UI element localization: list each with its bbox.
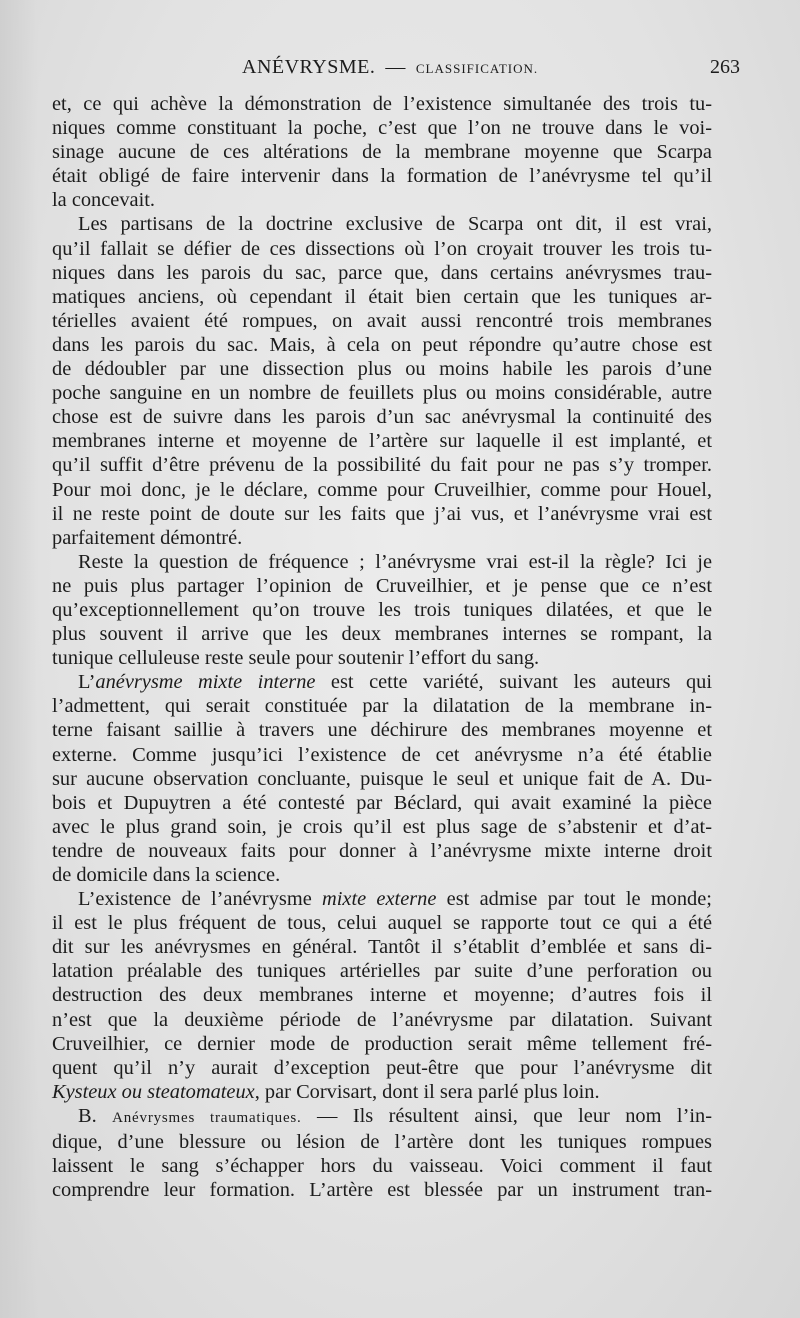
text-line: et, ce qui achève la démonstration de l’existence simultanée des trois tu- [52, 93, 712, 115]
paragraph-1 [52, 92, 712, 212]
italic-term: Kysteux ou steatomateux [52, 1080, 255, 1103]
text-line [52, 1104, 712, 1130]
text-line: tendre de nouveaux faits pour donner à l’anévrysme mixte interne droit [52, 839, 712, 862]
text-line: la concevait. [52, 189, 156, 212]
text-line: de domicile dans la science. [52, 864, 281, 886]
header-title: ANÉVRYSME. [242, 56, 376, 78]
text-line: il est le plus fréquent de tous, celui auquel se rapporte tout ce qui a été [52, 912, 712, 935]
text-line: destruction des deux membranes interne et moyenne; d’autres fois il [52, 984, 712, 1007]
text-line: bois et Dupuytren a été contesté par Béclard, qui avait examiné la pièce [52, 791, 712, 814]
text-line: plus souvent il arrive que les deux membranes internes se rompant, la [52, 623, 712, 646]
text-line: sinage aucune de ces altérations de la membrane moyenne que Scarpa [52, 141, 712, 164]
paragraph-5 [52, 887, 712, 1104]
text-line: Reste la question de fréquence ; l’anévrysme vrai est-il la règle? Ici je [78, 550, 712, 573]
text-run: — Ils résultent ainsi, que leur nom l’in- [301, 1104, 713, 1127]
header-separator: — [385, 56, 406, 78]
italic-term: mixte externe [322, 888, 437, 911]
text-run: est cette variété, suivant les auteurs qui [315, 671, 713, 694]
page-gutter-shadow [0, 0, 38, 1318]
page-number: 263 [710, 56, 740, 78]
paragraph-4 [52, 670, 712, 887]
paragraph-3 [52, 550, 712, 670]
text-line: comprendre leur formation. L’artère est blessée par un instrument tran- [52, 1179, 712, 1202]
section-heading-smallcaps: Anévrysmes traumatiques. [112, 1109, 302, 1126]
text-line: membranes interne et moyenne de l’artère sur laquelle il est implanté, et [52, 430, 712, 453]
text-line: niques comme constituant la poche, c’est que l’on ne trouve dans le voi- [52, 117, 712, 140]
text-line: dans les parois du sac. Mais, à cela on peut répondre qu’autre chose est [52, 333, 712, 356]
text-line: dit sur les anévrysmes en général. Tantôt il s’établit d’emblée et sans di- [52, 936, 712, 959]
text-line: externe. Comme jusqu’ici l’existence de cet anévrysme n’a été établie [52, 743, 712, 766]
text-line: Les partisans de la doctrine exclusive de Scarpa ont dit, il est vrai, [78, 213, 712, 236]
text-line [52, 1080, 712, 1104]
text-line: térielles avaient été rompues, on avait aussi rencontré trois membranes [52, 309, 712, 332]
text-line: qu’exceptionnellement qu’on trouve les trois tuniques dilatées, et que le [52, 598, 712, 621]
text-line: matiques anciens, où cependant il était bien certain que les tuniques ar- [52, 285, 712, 308]
text-line: sur aucune observation concluante, puisque le seul et unique fait de A. Du- [52, 767, 712, 790]
text-run: L’existence de l’anévrysme [78, 888, 323, 911]
text-run: L’ [78, 671, 96, 694]
text-line: laissent le sang s’échapper hors du vaisseau. Voici comment il faut [52, 1155, 712, 1178]
text-line: qu’il suffit d’être prévenu de la possibilité du fait pour ne pas s’y tromper. [52, 454, 712, 477]
text-line: dique, d’une blessure ou lésion de l’artère dont les tuniques rompues [52, 1131, 712, 1154]
text-line: latation préalable des tuniques artérielles par suite d’une perforation ou [52, 960, 712, 983]
text-line: tunique celluleuse reste seule pour soutenir l’effort du sang. [52, 647, 540, 670]
text-line: niques dans les parois du sac, parce que, dans certains anévrysmes trau- [52, 261, 712, 284]
paragraph-2 [52, 212, 712, 549]
text-line: était obligé de faire intervenir dans la formation de l’anévrysme tel qu’il [52, 165, 712, 188]
text-line: parfaitement démontré. [52, 526, 243, 549]
text-line: chose est de suivre dans les parois d’un sac anévrysmal la continuité des [52, 406, 712, 429]
text-line: avec le plus grand soin, je crois qu’il est plus sage de s’abstenir et d’at- [52, 815, 712, 838]
text-line: l’admettent, qui serait constituée par la dilatation de la membrane in- [52, 695, 712, 718]
text-line: n’est que la deuxième période de l’anévrysme par dilatation. Suivant [52, 1008, 712, 1031]
text-run: est admise par tout le monde; [436, 888, 712, 911]
text-line: de dédoubler par une dissection plus ou moins habile les parois d’une [52, 358, 712, 381]
italic-term: anévrysme mixte interne [95, 671, 316, 694]
text-line: Pour moi donc, je le déclare, comme pour Cruveilhier, comme pour Houel, [52, 478, 712, 501]
text-line: il ne reste point de doute sur les faits que j’ai vus, et l’anévrysme vrai est [52, 502, 712, 525]
running-title [242, 56, 538, 79]
text-run: B. [78, 1104, 113, 1127]
header-section: CLASSIFICATION. [415, 61, 539, 76]
text-line [52, 887, 712, 911]
text-line: ne puis plus partager l’opinion de Cruveilhier, et je pense que ce n’est [52, 574, 712, 597]
page-header [52, 56, 740, 86]
text-line [52, 670, 712, 694]
body-text [52, 92, 712, 1202]
text-line: quent qu’il n’y aurait d’exception peut-être que pour l’anévrysme dit [52, 1056, 712, 1079]
paragraph-6 [52, 1104, 712, 1202]
text-line: qu’il fallait se défier de ces dissections où l’on croyait trouver les trois tu- [52, 237, 712, 260]
text-line: terne faisant saillie à travers une déchirure des membranes moyenne et [52, 719, 712, 742]
text-run: , par Corvisart, dont il sera parlé plus loin. [254, 1080, 600, 1103]
text-line: poche sanguine en un nombre de feuillets plus ou moins considérable, autre [52, 382, 712, 405]
text-line: Cruveilhier, ce dernier mode de production serait même tellement fré- [52, 1032, 712, 1055]
